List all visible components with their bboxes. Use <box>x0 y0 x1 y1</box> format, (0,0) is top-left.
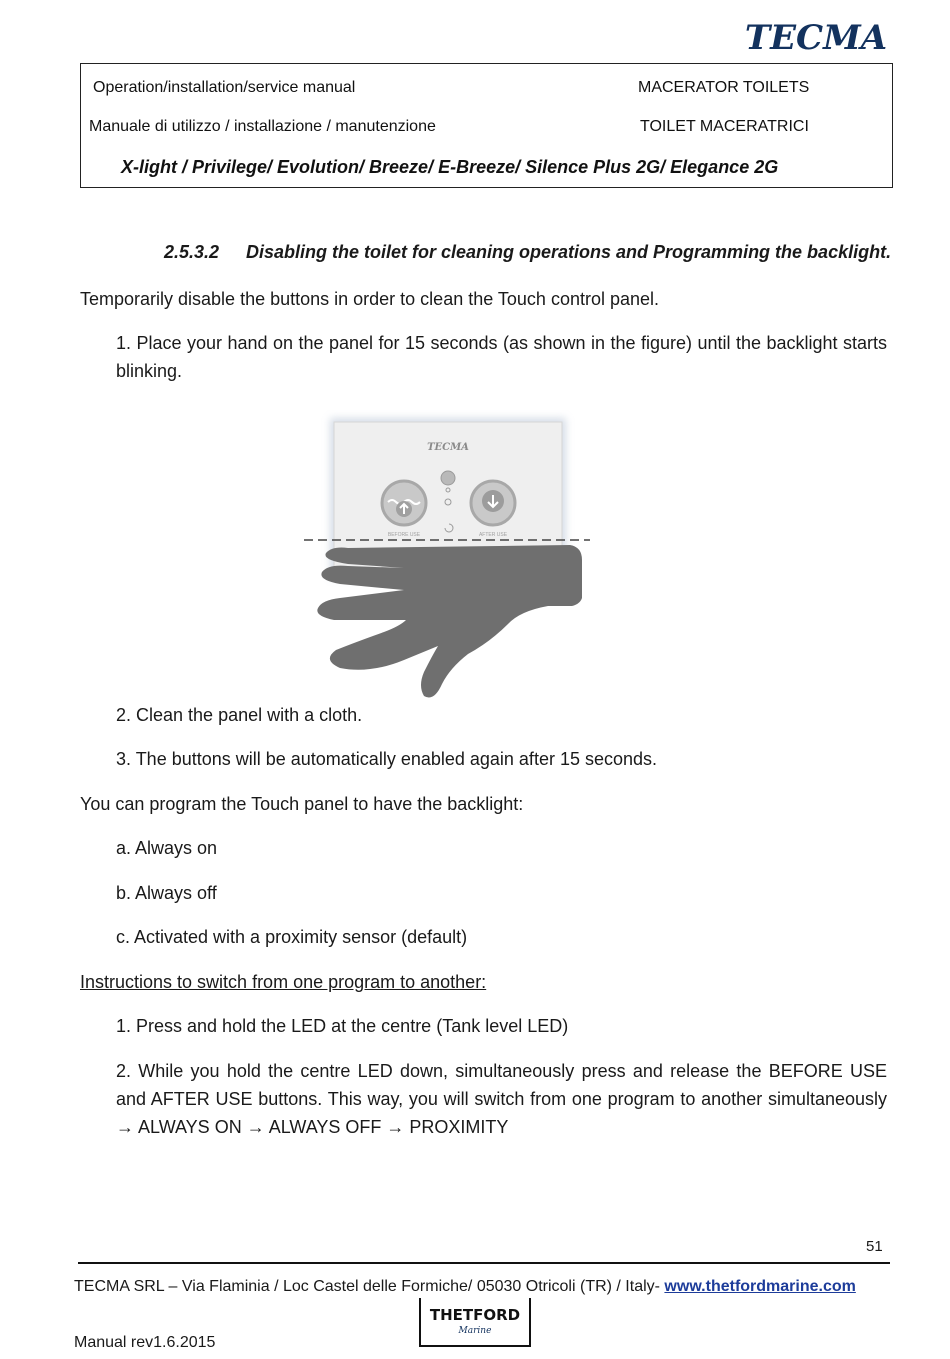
option-b: b. Always off <box>116 883 217 903</box>
step-1: 1. Place your hand on the panel for 15 seconds (as shown in the figure) until the backlight starts blinking. <box>116 333 887 381</box>
header-manual-it: Manuale di utilizzo / installazione / manutenzione <box>89 118 436 135</box>
tecma-logo <box>736 18 896 54</box>
section-number: 2.5.3.2 <box>164 242 220 262</box>
after-use-label: AFTER USE <box>478 532 508 538</box>
section-title: Disabling the toilet for cleaning operations and Programming the backlight. <box>246 242 892 262</box>
panel-logo-text: TECMA <box>427 442 469 453</box>
footer-divider <box>78 1262 890 1264</box>
step-3: 3. The buttons will be automatically enabled again after 15 seconds. <box>116 749 658 769</box>
hand-icon <box>317 545 582 698</box>
thetford-logo-text: THETFORD <box>429 1306 521 1324</box>
thetford-logo <box>419 1298 531 1348</box>
before-use-button <box>382 481 426 525</box>
before-use-label: BEFORE USE <box>387 532 421 538</box>
instruction-1: 1. Press and hold the LED at the centre (Tank level LED) <box>116 1016 569 1036</box>
section-heading <box>164 242 891 263</box>
tecma-logo-text: TECMA <box>744 18 888 54</box>
header-models: X-light / Privilege/ Evolution/ Breeze/ E-Breeze/ Silence Plus 2G/ Elegance 2G <box>121 157 779 177</box>
header-product-en: MACERATOR TOILETS <box>638 79 810 96</box>
footer-company: TECMA SRL – Via Flaminia / Loc Castel delle Formiche/ 05030 Otricoli (TR) / Italy- <box>74 1278 665 1295</box>
instruction-2: 2. While you hold the centre LED down, simultaneously press and release the BEFORE USE and AFTER USE buttons. This way, you will switch from one program to another simultaneously → ALWAYS ON → ALWAYS OFF → PROXIMITY <box>116 1061 887 1137</box>
header-product-it: TOILET MACERATRICI <box>640 118 809 135</box>
page-number: 51 <box>866 1238 883 1255</box>
program-intro: You can program the Touch panel to have the backlight: <box>80 794 524 814</box>
header-box <box>80 63 893 188</box>
marine-logo-text: Marine <box>458 1326 492 1336</box>
header-manual-en: Operation/installation/service manual <box>93 79 356 96</box>
step-2: 2. Clean the panel with a cloth. <box>116 705 363 725</box>
after-use-button <box>471 481 515 525</box>
touch-panel-figure <box>300 410 600 705</box>
footer-address <box>74 1278 856 1296</box>
instructions-heading: Instructions to switch from one program to another: <box>80 972 487 992</box>
manual-revision: Manual rev1.6.2015 <box>74 1334 216 1351</box>
intro-paragraph: Temporarily disable the buttons in order to clean the Touch control panel. <box>80 289 660 309</box>
option-a: a. Always on <box>116 838 218 858</box>
website-link[interactable]: www.thetfordmarine.com <box>664 1278 856 1295</box>
option-c: c. Activated with a proximity sensor (default) <box>116 927 468 947</box>
